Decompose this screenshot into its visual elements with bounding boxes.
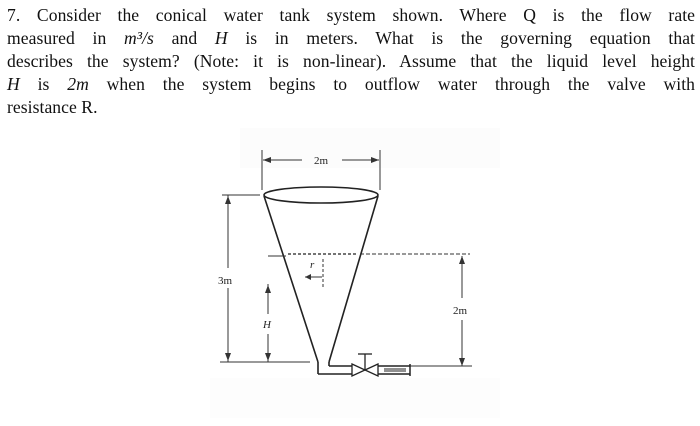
question-line-5-text: resistance R. [7, 97, 98, 117]
top-dimension-label: 2m [314, 155, 329, 167]
tank-cone [264, 196, 378, 374]
tank-rim [264, 187, 378, 203]
question-line-3 [7, 50, 695, 73]
question-line-3-text: describes the system? (Note: it is non-linear). Assume that the liquid level height [7, 51, 695, 71]
question-line-2 [7, 27, 695, 50]
level-dimension [265, 256, 286, 362]
question-line-4 [7, 73, 695, 96]
question-line-1-text: 7. Consider the conical water tank system shown. Where Q is the flow rate [7, 5, 695, 25]
flow-rate-unit: m³/s [124, 28, 154, 48]
question-line-2-and: and [153, 28, 215, 48]
conical-tank-figure [170, 128, 510, 426]
radius-label: r [310, 259, 315, 271]
initial-height-value: 2m [67, 74, 89, 94]
question-text [7, 4, 695, 119]
height-variable: H [214, 28, 228, 48]
outflow-lines [384, 369, 406, 371]
valve-icon [352, 354, 378, 376]
question-line-5 [7, 96, 695, 119]
question-line-4-end: when the system begins to outflow water through the valve with [88, 74, 695, 94]
question-line-2-end: is in meters. What is the governing equation that [227, 28, 695, 48]
question-line-1 [7, 4, 695, 27]
conical-tank-diagram [170, 128, 510, 426]
question-line-4-is: is [19, 74, 68, 94]
left-dimension [220, 195, 310, 362]
left-dimension-label: 3m [218, 275, 233, 287]
level-label: H [263, 319, 271, 331]
right-dimension-label: 2m [453, 305, 468, 317]
question-line-2-start: measured in [7, 28, 124, 48]
height-variable-2: H [7, 74, 20, 94]
